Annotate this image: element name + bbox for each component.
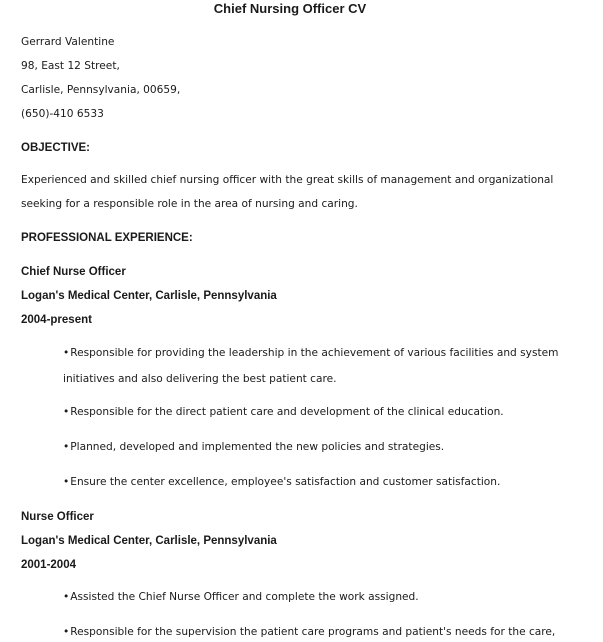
- objective-text-line-2: seeking for a responsible role in the area of nursing and caring.: [21, 198, 358, 210]
- job-period: 2004-present: [21, 314, 92, 326]
- job-employer: Logan's Medical Center, Carlisle, Pennsylvania: [21, 290, 277, 302]
- bullet-item-continuation: initiatives and also delivering the best patient care.: [63, 373, 337, 385]
- bullet-item: [63, 474, 500, 490]
- bullet-icon: •: [63, 406, 70, 418]
- bullet-icon: •: [63, 591, 70, 603]
- bullet-item: [63, 624, 555, 640]
- contact-phone: (650)-410 6533: [21, 108, 104, 120]
- document-title: Chief Nursing Officer CV: [213, 1, 367, 16]
- bullet-item: [63, 439, 444, 455]
- job-employer: Logan's Medical Center, Carlisle, Pennsylvania: [21, 535, 277, 547]
- bullet-icon: •: [63, 441, 70, 453]
- bullet-icon: •: [63, 476, 70, 488]
- contact-address-line-1: 98, East 12 Street,: [21, 60, 120, 72]
- contact-address-line-2: Carlisle, Pennsylvania, 00659,: [21, 84, 181, 96]
- job-title: Nurse Officer: [21, 511, 94, 523]
- job-title: Chief Nurse Officer: [21, 266, 126, 278]
- bullet-item: [63, 589, 419, 605]
- bullet-text: Responsible for providing the leadership in the achievement of various facilities and system: [70, 347, 559, 359]
- bullet-icon: •: [63, 347, 70, 359]
- bullet-icon: •: [63, 626, 70, 638]
- bullet-item: [63, 404, 504, 420]
- contact-name: Gerrard Valentine: [21, 36, 115, 48]
- job-period: 2001-2004: [21, 559, 76, 571]
- bullet-text: Ensure the center excellence, employee's satisfaction and customer satisfaction.: [70, 476, 501, 488]
- bullet-text: Planned, developed and implemented the new policies and strategies.: [70, 441, 445, 453]
- objective-heading: OBJECTIVE:: [21, 142, 91, 154]
- bullet-text: Responsible for the direct patient care and development of the clinical education.: [70, 406, 504, 418]
- bullet-text: Responsible for the supervision the patient care programs and patient's needs for the care,: [70, 626, 556, 638]
- objective-text-line-1: Experienced and skilled chief nursing officer with the great skills of management and organizational: [21, 174, 554, 186]
- bullet-text: Assisted the Chief Nurse Officer and complete the work assigned.: [70, 591, 419, 603]
- bullet-item: [63, 345, 558, 361]
- experience-heading: PROFESSIONAL EXPERIENCE:: [21, 232, 193, 244]
